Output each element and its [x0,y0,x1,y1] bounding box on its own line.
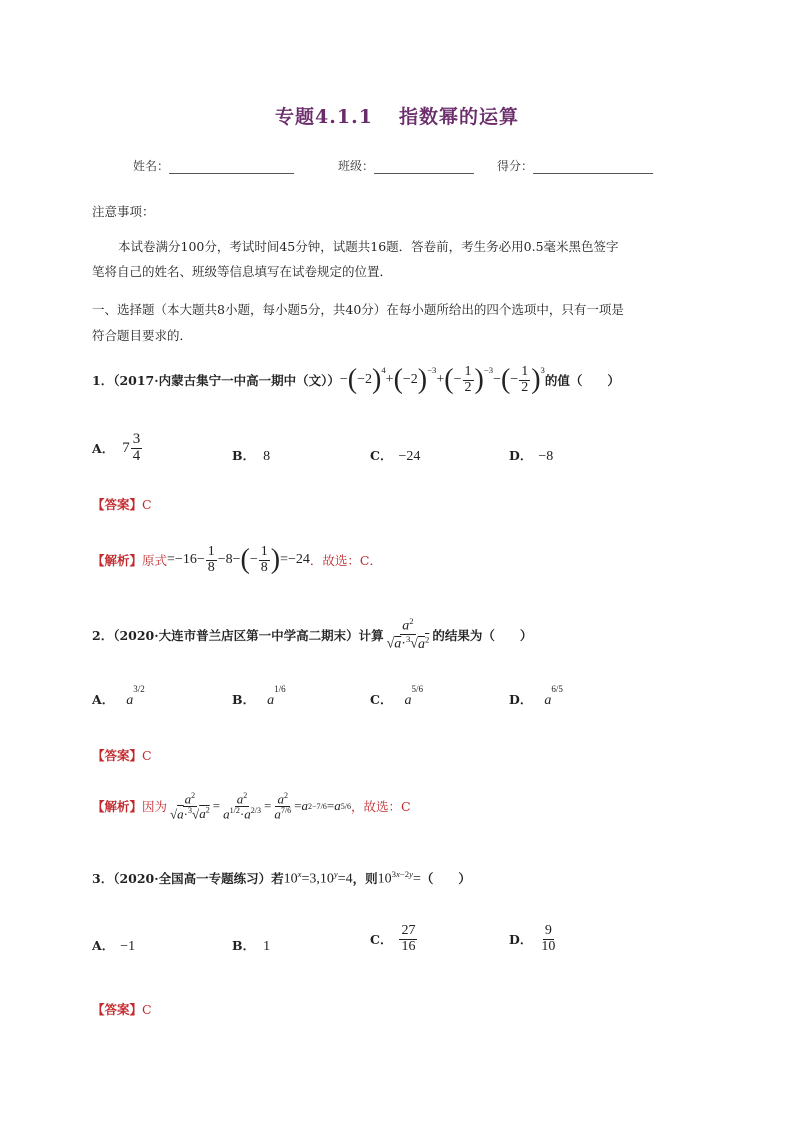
q3-option-d[interactable] [509,924,558,954]
q1-option-d[interactable] [509,446,553,465]
q3-stem-mid: ，则 [352,871,378,887]
q3-option-b[interactable] [232,936,270,955]
q2-option-a[interactable] [92,684,145,709]
q1-analysis-expression: =−16− $\frac{1}{8}$ −8− ( − $\frac{1}{8}$ ) =−24 [167,544,310,576]
answer-tag: 【答案】 [92,1002,143,1017]
question-2 [92,617,532,653]
q1-option-a-value: 7 $\frac{3}{4}$ [122,431,141,464]
analysis-tag: 【解析】 [92,553,143,569]
class-label: 班级： [338,159,375,173]
page-title [0,102,794,129]
option-label: A． [92,692,115,707]
option-label: C． [370,932,393,948]
notice-heading: 注意事项： [92,204,155,219]
q2-option-c[interactable] [370,684,423,709]
q3-stem: 3．（2020·全国高一专题练习）若 [92,871,284,887]
q2-option-d-value: $a^{6/5}$ [544,684,563,708]
title-number: 专题4.1.1 [275,106,373,128]
q2-option-a-value: $a^{3/2}$ [126,684,145,708]
q3-option-a[interactable] [92,936,135,955]
q3-option-c-value: $\frac{27}{16}$ [401,923,416,954]
name-field [133,157,294,174]
analysis-conclusion: ．故选：C． [309,553,382,569]
q2-option-c-value: $a^{5/6}$ [404,684,423,708]
analysis-conclusion: ，故选：C [350,799,411,815]
answer-tag: 【答案】 [92,497,143,512]
answer-tag: 【答案】 [92,748,143,763]
question-1 [92,365,620,395]
analysis-text: 原式 [142,553,168,569]
q3-option-a-value: −1 [120,939,136,954]
q1-option-d-value: −8 [538,449,554,464]
option-label: B． [232,938,256,953]
q2-option-b-value: $a^{1/6}$ [267,684,286,708]
q1-expression: − ( −2 ) $^4$ + ( −2 ) $^{-3}$ + ( − $\frac{1}{2}$ ) $^{-3}$ − ( − $\frac{1}{2}$ ) $^3$ [339,364,545,396]
option-label: C． [370,692,393,707]
option-label: D． [509,692,533,707]
q3-option-c[interactable] [370,924,418,954]
q1-stem-end: 的值（ ） [544,373,620,389]
name-blank[interactable] [169,159,294,174]
q1-stem: 1．（2017·内蒙古集宁一中高一期中（文）） [92,373,340,389]
answer-value: C [142,1002,152,1017]
q3-condition: $10^x=3,10^y=4$ [283,869,353,887]
score-label: 得分： [497,159,534,173]
q1-option-b-value: 8 [263,449,271,464]
score-blank[interactable] [533,159,653,174]
q1-answer [92,495,152,513]
notice-line-2: 笔将自己的姓名、班级等信息填写在试卷规定的位置． [92,264,393,279]
option-label: D． [509,448,533,463]
q1-option-b[interactable] [232,446,270,465]
q1-option-a[interactable] [92,432,143,465]
option-label: A． [92,938,115,953]
q2-analysis [92,792,411,821]
class-blank[interactable] [374,159,474,174]
q2-analysis-expression: $\frac{a^2}{√a\cdot^3√a^2}$ = $\frac{a^2}{a^{1/2}\cdot a^{2/3}}$ = $\frac{a^2}{a^{7/6}}$ = a 2−7/6 = a 5/6 [170,791,351,822]
analysis-tag: 【解析】 [92,799,143,815]
analysis-text: 因为 [142,799,168,815]
answer-value: C [142,748,152,763]
q2-stem: 2．（2020·大连市普兰店区第一中学高二期末）计算 [92,627,384,643]
q2-stem-end: 的结果为（ ） [432,627,533,643]
option-label: D． [509,932,533,948]
option-label: B． [232,448,256,463]
q3-answer [92,1000,152,1018]
q3-option-d-value: $\frac{9}{10}$ [541,923,556,954]
q2-option-b[interactable] [232,684,286,709]
question-3 [92,869,471,888]
option-label: C． [370,448,393,463]
q3-stem-end: （ ） [420,871,471,887]
option-label: B． [232,692,256,707]
answer-value: C [142,497,152,512]
q1-option-c-value: −24 [398,449,421,464]
title-topic: 指数幂的运算 [398,106,519,128]
section-line-2: 符合题目要求的． [92,328,193,343]
q2-option-d[interactable] [509,684,563,709]
q3-option-b-value: 1 [263,939,271,954]
score-field [497,157,653,174]
option-label: A． [92,441,115,457]
q2-answer [92,746,152,764]
class-field [338,157,474,174]
q1-analysis [92,545,382,575]
q2-expression: $\frac{a^2}{√a\cdot^3√a^2}$ [386,616,430,652]
q3-target: $10^{3x-2y}=$ [377,869,421,887]
section-line-1: 一、选择题（本大题共8小题，每小题5分，共40分）在每小题所给出的四个选项中，只有一项是 [92,302,624,317]
q1-option-c[interactable] [370,446,420,465]
notice-line-1: 本试卷满分100分，考试时间45分钟，试题共16题．答卷前，考生务必用0.5毫米黑色签字 [118,239,619,254]
name-label: 姓名： [133,159,170,173]
